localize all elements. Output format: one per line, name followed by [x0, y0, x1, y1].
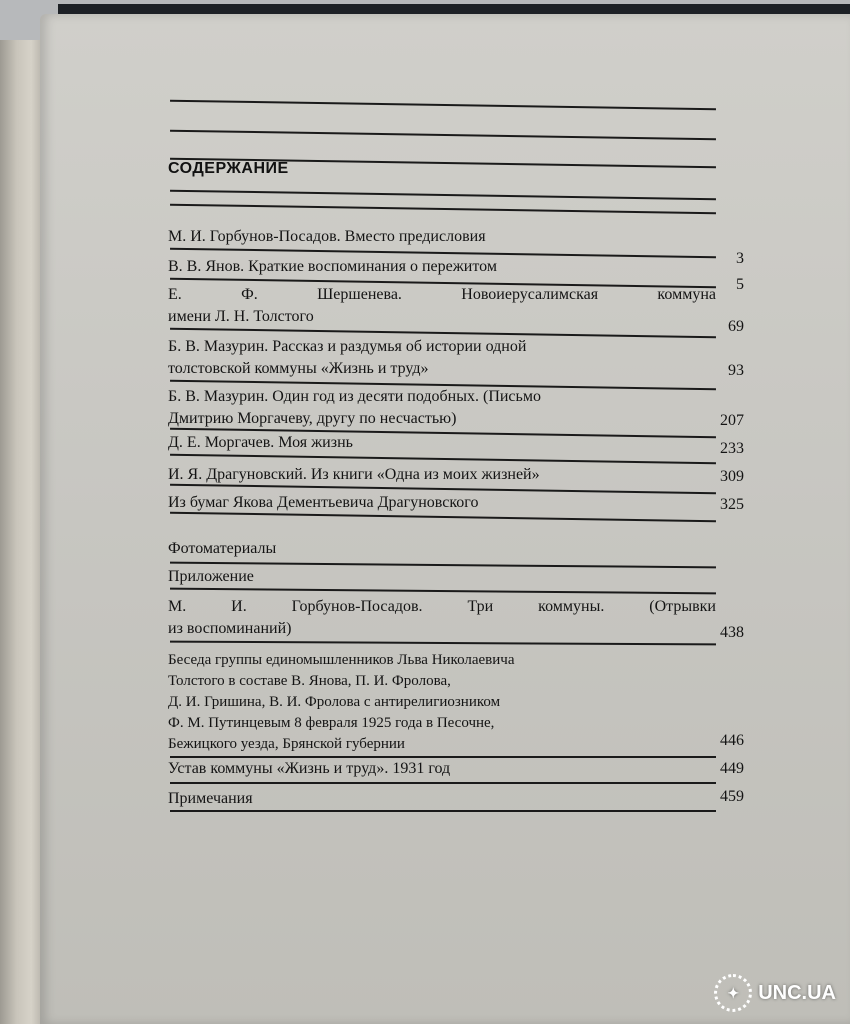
- toc-entry: [168, 788, 716, 810]
- toc-entry-title: Бежицкого уезда, Брянской губернии: [168, 736, 405, 752]
- toc-entry-page: 207: [720, 412, 744, 429]
- toc-entry-title: Из бумаг Якова Дементьевича Драгуновского: [168, 494, 479, 511]
- entry-rule: [170, 782, 716, 784]
- toc-entry: [168, 336, 716, 380]
- toc-entry-title: М. И. Горбунов-Посадов. Вместо предисловия: [168, 228, 486, 245]
- toc-entry-title: толстовской коммуны «Жизнь и труд»: [168, 360, 429, 377]
- toc-entry-title: Д. Е. Моргачев. Моя жизнь: [168, 434, 353, 451]
- toc-entry-title: Фотоматериалы: [168, 540, 277, 557]
- toc-entry: [168, 650, 716, 755]
- toc-entry-title: Д. И. Гришина, В. И. Фролова с антирелигиозником: [168, 694, 501, 710]
- toc-entry: [168, 386, 716, 430]
- toc-entry-title: Б. В. Мазурин. Рассказ и раздумья об истории одной: [168, 338, 527, 355]
- toc-entry-title: Устав коммуны «Жизнь и труд». 1931 год: [168, 760, 451, 777]
- toc-entry-title: М. И. Горбунов-Посадов. Три коммуны. (Отрывки: [168, 598, 716, 615]
- toc-entry-page: 69: [728, 318, 744, 335]
- toc-entry-title: Примечания: [168, 790, 253, 807]
- toc-entry-title: И. Я. Драгуновский. Из книги «Одна из моих жизней»: [168, 466, 540, 483]
- toc-entry-title: Беседа группы единомышленников Льва Николаевича: [168, 652, 515, 668]
- toc-entry-title: из воспоминаний): [168, 620, 292, 637]
- toc-entry: [168, 596, 716, 640]
- toc-entry-title: Ф. М. Путинцевым 8 февраля 1925 года в Песочне,: [168, 715, 495, 731]
- watermark-text: UNC.UA: [758, 981, 836, 1004]
- toc-entry: [168, 432, 716, 454]
- toc-entry-page: 3: [736, 250, 744, 267]
- toc-entry-title: В. В. Янов. Краткие воспоминания о пережитом: [168, 258, 497, 275]
- toc-entry-page: 325: [720, 496, 744, 513]
- toc-entry-page: 309: [720, 468, 744, 485]
- toc-entry: [168, 538, 716, 560]
- toc-entry-page: 5: [736, 276, 744, 293]
- toc-entry: [168, 226, 716, 248]
- toc-entry-page: 438: [720, 624, 744, 641]
- toc-entry-page: 233: [720, 440, 744, 457]
- toc-entry-title: Приложение: [168, 568, 254, 585]
- toc-entry-page: 93: [728, 362, 744, 379]
- toc-entry-title: имени Л. Н. Толстого: [168, 308, 314, 325]
- toc-entry-title: Толстого в составе В. Янова, П. И. Фролова,: [168, 673, 451, 689]
- toc-entry-title: Е. Ф. Шершенева. Новоиерусалимская коммуна: [168, 286, 716, 303]
- toc-entry-page: 459: [720, 788, 744, 805]
- entry-rule: [170, 810, 716, 812]
- toc-entry: [168, 464, 716, 486]
- sun-logo-icon: ✦: [714, 974, 752, 1012]
- toc-heading: СОДЕРЖАНИЕ: [168, 160, 289, 177]
- toc-entry-page: 446: [720, 732, 744, 749]
- toc-entry-title: Б. В. Мазурин. Один год из десяти подобных. (Письмо: [168, 388, 541, 405]
- toc-entry-page: 449: [720, 760, 744, 777]
- toc-entry: [168, 566, 716, 588]
- toc-entry: [168, 492, 716, 514]
- toc-entry: [168, 758, 716, 780]
- watermark: [714, 974, 836, 1012]
- toc-entry: [168, 284, 716, 328]
- toc-entry-title: Дмитрию Моргачеву, другу по несчастью): [168, 410, 457, 427]
- book-page: [40, 14, 850, 1024]
- toc-entry: [168, 256, 716, 278]
